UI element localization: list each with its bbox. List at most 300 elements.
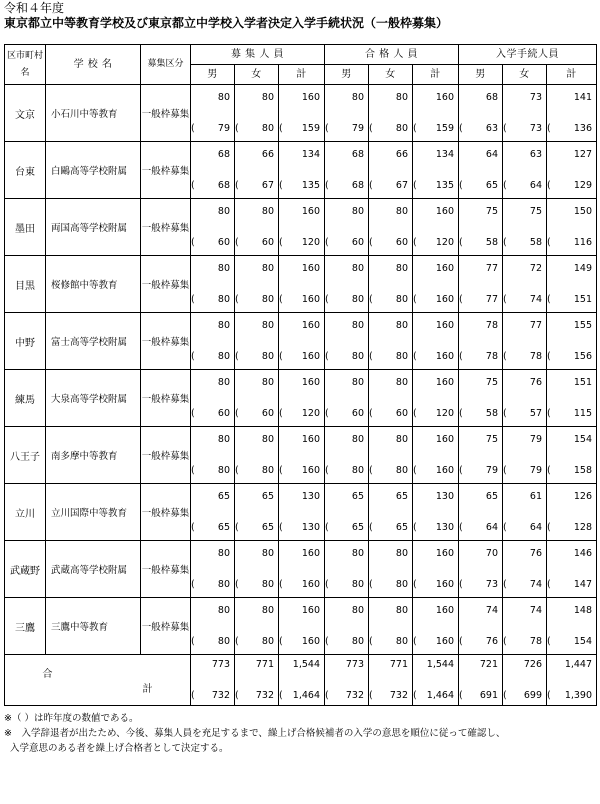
table-row [5,541,597,598]
recruit-category: 一般枠募集 [141,142,191,199]
pass-female-previous-value: 80 [395,294,408,305]
open-paren: ( [413,408,417,419]
open-paren: ( [235,237,239,248]
enroll-total-previous-value: 154 [573,636,593,647]
recruit-total-cell [279,598,325,655]
pass-male-cell [325,142,369,199]
pass-female-cell [369,598,413,655]
open-paren: ( [503,636,507,647]
recruit-total-current-value: 134 [301,149,320,160]
recruit-male-current-value: 80 [217,605,230,616]
enroll-total-current-value: 149 [573,263,593,274]
recruit-male-cell [191,541,235,598]
recruit-male-current-value: 80 [217,377,230,388]
pass-total-previous-value: 160 [435,465,454,476]
pass-male-current-value: 68 [351,149,364,160]
ward-name: 三鷹 [5,598,46,655]
pass-total-previous-value: 159 [435,123,454,134]
enroll-total-previous-value: 115 [573,408,593,419]
enroll-total-current-value: 126 [573,491,593,502]
open-paren: ( [369,180,373,191]
open-paren: ( [503,522,507,533]
recruit-female-current-value: 80 [261,605,274,616]
enroll-female-cell [503,142,547,199]
pass-total-current-value: 130 [435,491,454,502]
recruit-total-current-value: 160 [301,377,320,388]
open-paren: ( [279,123,283,134]
open-paren: ( [191,237,195,248]
enroll-female-previous-value: 78 [529,351,542,362]
pass-total-previous-value: 160 [435,579,454,590]
open-paren: ( [413,522,417,533]
enroll-male-cell [459,199,503,256]
pass-total-current-value: 160 [435,320,454,331]
open-paren: ( [503,690,507,701]
recruit-male-cell [191,598,235,655]
recruit-male-cell [191,142,235,199]
recruit-male-current-value: 80 [217,320,230,331]
open-paren: ( [325,579,329,590]
open-paren: ( [459,351,463,362]
recruit-male-current-value: 80 [217,548,230,559]
enroll-male-previous-value: 79 [485,465,498,476]
open-paren: ( [235,579,239,590]
enroll-female-current-value: 75 [529,206,542,217]
open-paren: ( [369,294,373,305]
ward-name: 武蔵野 [5,541,46,598]
pass-male-cell [325,427,369,484]
recruit-male-previous-value: 80 [217,636,230,647]
recruit-female-cell [235,313,279,370]
open-paren: ( [235,180,239,191]
recruit-male-current-value: 65 [217,491,230,502]
pass-male-previous-value: 68 [351,180,364,191]
recruit-female-current-value: 80 [261,206,274,217]
enroll-male-previous-value: 65 [485,180,498,191]
enroll-female-current-value: 76 [529,548,542,559]
open-paren: ( [459,522,463,533]
open-paren: ( [235,636,239,647]
enroll-total-previous-value: 156 [573,351,593,362]
total-pass-female-current-value: 771 [389,659,408,670]
pass-male-cell [325,256,369,313]
pass-female-previous-value: 65 [395,522,408,533]
table-row [5,370,597,427]
admission-status-table [4,44,597,706]
recruit-category: 一般枠募集 [141,370,191,427]
enroll-male-current-value: 74 [485,605,498,616]
recruit-female-cell [235,370,279,427]
pass-female-current-value: 80 [395,320,408,331]
open-paren: ( [413,237,417,248]
pass-total-cell [413,142,459,199]
pass-male-previous-value: 60 [351,237,364,248]
enroll-male-previous-value: 73 [485,579,498,590]
total-pass-female-cell [369,655,413,706]
enroll-total-current-value: 150 [573,206,593,217]
enroll-total-previous-value: 129 [573,180,593,191]
recruit-total-current-value: 160 [301,206,320,217]
open-paren: ( [547,351,551,362]
header-pass-total: 計 [413,65,459,85]
recruit-total-current-value: 160 [301,92,320,103]
open-paren: ( [235,408,239,419]
recruit-female-current-value: 80 [261,548,274,559]
open-paren: ( [325,636,329,647]
open-paren: ( [325,408,329,419]
total-enroll-female-previous-value: 699 [523,690,542,701]
table-row [5,484,597,541]
enroll-male-cell [459,541,503,598]
pass-male-current-value: 80 [351,434,364,445]
enroll-male-previous-value: 77 [485,294,498,305]
recruit-male-current-value: 80 [217,434,230,445]
open-paren: ( [279,579,283,590]
open-paren: ( [191,180,195,191]
open-paren: ( [191,408,195,419]
enroll-female-current-value: 72 [529,263,542,274]
total-recruit-female-current-value: 771 [255,659,274,670]
open-paren: ( [191,690,195,701]
enroll-female-cell [503,256,547,313]
open-paren: ( [459,294,463,305]
pass-female-previous-value: 60 [395,408,408,419]
enroll-total-previous-value: 128 [573,522,593,533]
pass-total-cell [413,484,459,541]
total-recruit-total-cell [279,655,325,706]
pass-total-current-value: 160 [435,92,454,103]
school-name: 両国高等学校附属 [46,199,141,256]
enroll-male-current-value: 75 [485,377,498,388]
enroll-total-cell [547,256,597,313]
recruit-total-previous-value: 160 [301,351,320,362]
ward-name: 文京 [5,85,46,142]
pass-total-cell [413,199,459,256]
pass-female-cell [369,256,413,313]
pass-female-cell [369,85,413,142]
recruit-male-previous-value: 60 [217,237,230,248]
enroll-total-current-value: 127 [573,149,593,160]
pass-female-current-value: 80 [395,206,408,217]
open-paren: ( [369,522,373,533]
header-pass-female: 女 [369,65,413,85]
recruit-category: 一般枠募集 [141,484,191,541]
open-paren: ( [279,351,283,362]
school-name: 白鷗高等学校附属 [46,142,141,199]
enroll-male-previous-value: 63 [485,123,498,134]
pass-male-previous-value: 80 [351,351,364,362]
recruit-male-cell [191,85,235,142]
enroll-total-previous-value: 147 [573,579,593,590]
recruit-female-current-value: 80 [261,263,274,274]
open-paren: ( [503,351,507,362]
open-paren: ( [503,123,507,134]
pass-total-cell [413,313,459,370]
open-paren: ( [191,579,195,590]
open-paren: ( [369,579,373,590]
open-paren: ( [369,408,373,419]
pass-female-cell [369,541,413,598]
recruit-female-previous-value: 80 [261,123,274,134]
recruit-category: 一般枠募集 [141,85,191,142]
open-paren: ( [459,465,463,476]
school-name: 南多摩中等教育 [46,427,141,484]
school-name: 小石川中等教育 [46,85,141,142]
pass-total-current-value: 160 [435,377,454,388]
enroll-female-previous-value: 74 [529,579,542,590]
total-recruit-male-current-value: 773 [211,659,230,670]
recruit-total-current-value: 130 [301,491,320,502]
enroll-female-current-value: 61 [529,491,542,502]
ward-name: 立川 [5,484,46,541]
open-paren: ( [503,465,507,476]
enroll-female-cell [503,598,547,655]
enroll-total-cell [547,142,597,199]
recruit-female-cell [235,85,279,142]
recruit-female-cell [235,427,279,484]
enroll-male-cell [459,484,503,541]
open-paren: ( [459,123,463,134]
open-paren: ( [413,465,417,476]
pass-male-previous-value: 65 [351,522,364,533]
enroll-female-cell [503,199,547,256]
recruit-male-previous-value: 68 [217,180,230,191]
recruit-male-cell [191,256,235,313]
open-paren: ( [459,690,463,701]
total-recruit-female-cell [235,655,279,706]
total-pass-total-cell [413,655,459,706]
enroll-male-current-value: 65 [485,491,498,502]
enroll-male-previous-value: 78 [485,351,498,362]
recruit-total-cell [279,256,325,313]
enroll-male-cell [459,313,503,370]
recruit-female-previous-value: 60 [261,237,274,248]
open-paren: ( [459,579,463,590]
enroll-female-cell [503,484,547,541]
open-paren: ( [279,636,283,647]
enroll-male-cell [459,256,503,313]
enroll-total-cell [547,541,597,598]
recruit-total-current-value: 160 [301,263,320,274]
open-paren: ( [191,465,195,476]
pass-male-current-value: 80 [351,92,364,103]
pass-female-previous-value: 80 [395,465,408,476]
pass-total-previous-value: 120 [435,408,454,419]
enroll-total-cell [547,484,597,541]
enroll-total-current-value: 146 [573,548,593,559]
total-enroll-female-cell [503,655,547,706]
enroll-male-current-value: 70 [485,548,498,559]
enroll-total-previous-value: 158 [573,465,593,476]
recruit-female-previous-value: 80 [261,636,274,647]
footnotes [4,711,505,756]
total-recruit-total-previous-value: 1,464 [292,690,320,701]
recruit-category: 一般枠募集 [141,598,191,655]
header-enroll-group: 入学手続人員 [459,45,597,65]
enroll-total-current-value: 154 [573,434,593,445]
open-paren: ( [369,351,373,362]
table-body [5,85,597,706]
recruit-female-cell [235,199,279,256]
pass-male-previous-value: 79 [351,123,364,134]
recruit-total-previous-value: 160 [301,465,320,476]
recruit-total-cell [279,370,325,427]
open-paren: ( [413,351,417,362]
header-recruit-group: 募 集 人 員 [191,45,325,65]
open-paren: ( [547,636,551,647]
pass-female-current-value: 80 [395,92,408,103]
open-paren: ( [279,180,283,191]
recruit-total-cell [279,313,325,370]
enroll-male-current-value: 78 [485,320,498,331]
open-paren: ( [325,123,329,134]
header-pass-male: 男 [325,65,369,85]
open-paren: ( [235,522,239,533]
enroll-female-cell [503,541,547,598]
open-paren: ( [325,180,329,191]
open-paren: ( [413,579,417,590]
enroll-total-cell [547,85,597,142]
total-enroll-male-current-value: 721 [479,659,498,670]
pass-female-previous-value: 60 [395,237,408,248]
pass-female-cell [369,313,413,370]
open-paren: ( [547,408,551,419]
recruit-male-cell [191,370,235,427]
recruit-category: 一般枠募集 [141,541,191,598]
recruit-total-current-value: 160 [301,548,320,559]
open-paren: ( [191,636,195,647]
recruit-female-current-value: 80 [261,434,274,445]
ward-name: 中野 [5,313,46,370]
open-paren: ( [279,465,283,476]
recruit-male-previous-value: 60 [217,408,230,419]
open-paren: ( [369,465,373,476]
school-name: 桜修館中等教育 [46,256,141,313]
enroll-total-previous-value: 151 [573,294,593,305]
pass-female-current-value: 80 [395,434,408,445]
document-title: 東京都立中等教育学校及び東京都立中学校入学者決定入学手続状況（一般枠募集） [4,16,449,30]
pass-total-cell [413,541,459,598]
recruit-category: 一般枠募集 [141,313,191,370]
ward-name: 八王子 [5,427,46,484]
ward-name: 墨田 [5,199,46,256]
table-row [5,256,597,313]
enroll-female-previous-value: 78 [529,636,542,647]
pass-male-cell [325,484,369,541]
pass-total-previous-value: 160 [435,351,454,362]
pass-total-cell [413,256,459,313]
recruit-total-previous-value: 135 [301,180,320,191]
pass-total-current-value: 160 [435,206,454,217]
enroll-total-current-value: 155 [573,320,593,331]
total-label-right: 計 [142,684,153,695]
enroll-male-cell [459,427,503,484]
pass-male-current-value: 80 [351,377,364,388]
pass-male-cell [325,85,369,142]
open-paren: ( [369,690,373,701]
school-name: 武蔵高等学校附属 [46,541,141,598]
total-recruit-male-previous-value: 732 [211,690,230,701]
recruit-male-current-value: 80 [217,206,230,217]
enroll-male-current-value: 68 [485,92,498,103]
recruit-male-current-value: 80 [217,263,230,274]
recruit-male-previous-value: 80 [217,351,230,362]
open-paren: ( [279,690,283,701]
enroll-male-cell [459,598,503,655]
enroll-total-cell [547,313,597,370]
open-paren: ( [459,636,463,647]
pass-male-current-value: 80 [351,320,364,331]
enroll-female-previous-value: 73 [529,123,542,134]
total-recruit-total-current-value: 1,544 [292,659,320,670]
recruit-male-cell [191,484,235,541]
enroll-female-current-value: 73 [529,92,542,103]
recruit-male-cell [191,199,235,256]
recruit-female-previous-value: 80 [261,465,274,476]
open-paren: ( [325,294,329,305]
open-paren: ( [547,522,551,533]
pass-male-previous-value: 80 [351,636,364,647]
enroll-male-cell [459,370,503,427]
open-paren: ( [503,579,507,590]
enroll-total-cell [547,598,597,655]
open-paren: ( [235,123,239,134]
pass-total-current-value: 160 [435,548,454,559]
enroll-total-current-value: 148 [573,605,593,616]
recruit-female-previous-value: 65 [261,522,274,533]
pass-male-previous-value: 80 [351,294,364,305]
recruit-total-previous-value: 130 [301,522,320,533]
school-name: 大泉高等学校附属 [46,370,141,427]
header-recruit-male: 男 [191,65,235,85]
open-paren: ( [547,237,551,248]
enroll-female-current-value: 76 [529,377,542,388]
pass-male-previous-value: 60 [351,408,364,419]
enroll-male-current-value: 75 [485,434,498,445]
recruit-total-cell [279,484,325,541]
pass-female-previous-value: 80 [395,636,408,647]
table-row [5,313,597,370]
open-paren: ( [235,690,239,701]
open-paren: ( [325,237,329,248]
enroll-female-cell [503,313,547,370]
enroll-total-cell [547,370,597,427]
open-paren: ( [413,294,417,305]
open-paren: ( [413,636,417,647]
total-enroll-total-current-value: 1,447 [564,659,593,670]
school-name: 三鷹中等教育 [46,598,141,655]
recruit-category: 一般枠募集 [141,256,191,313]
footnote-parentheses: ※（ ）は昨年度の数値である。 [4,713,139,724]
total-pass-male-current-value: 773 [345,659,364,670]
pass-male-cell [325,313,369,370]
open-paren: ( [191,351,195,362]
pass-female-cell [369,199,413,256]
recruit-female-current-value: 80 [261,92,274,103]
enroll-male-current-value: 64 [485,149,498,160]
footnote-declined-continued: 入学意思のある者を繰上げ合格者として決定する。 [10,743,229,754]
enroll-total-previous-value: 136 [573,123,593,134]
total-label [5,655,191,706]
recruit-total-cell [279,541,325,598]
open-paren: ( [279,237,283,248]
pass-female-cell [369,484,413,541]
header-ward: 区市町村名 [5,45,46,85]
recruit-female-cell [235,256,279,313]
pass-male-cell [325,541,369,598]
open-paren: ( [547,294,551,305]
open-paren: ( [413,690,417,701]
